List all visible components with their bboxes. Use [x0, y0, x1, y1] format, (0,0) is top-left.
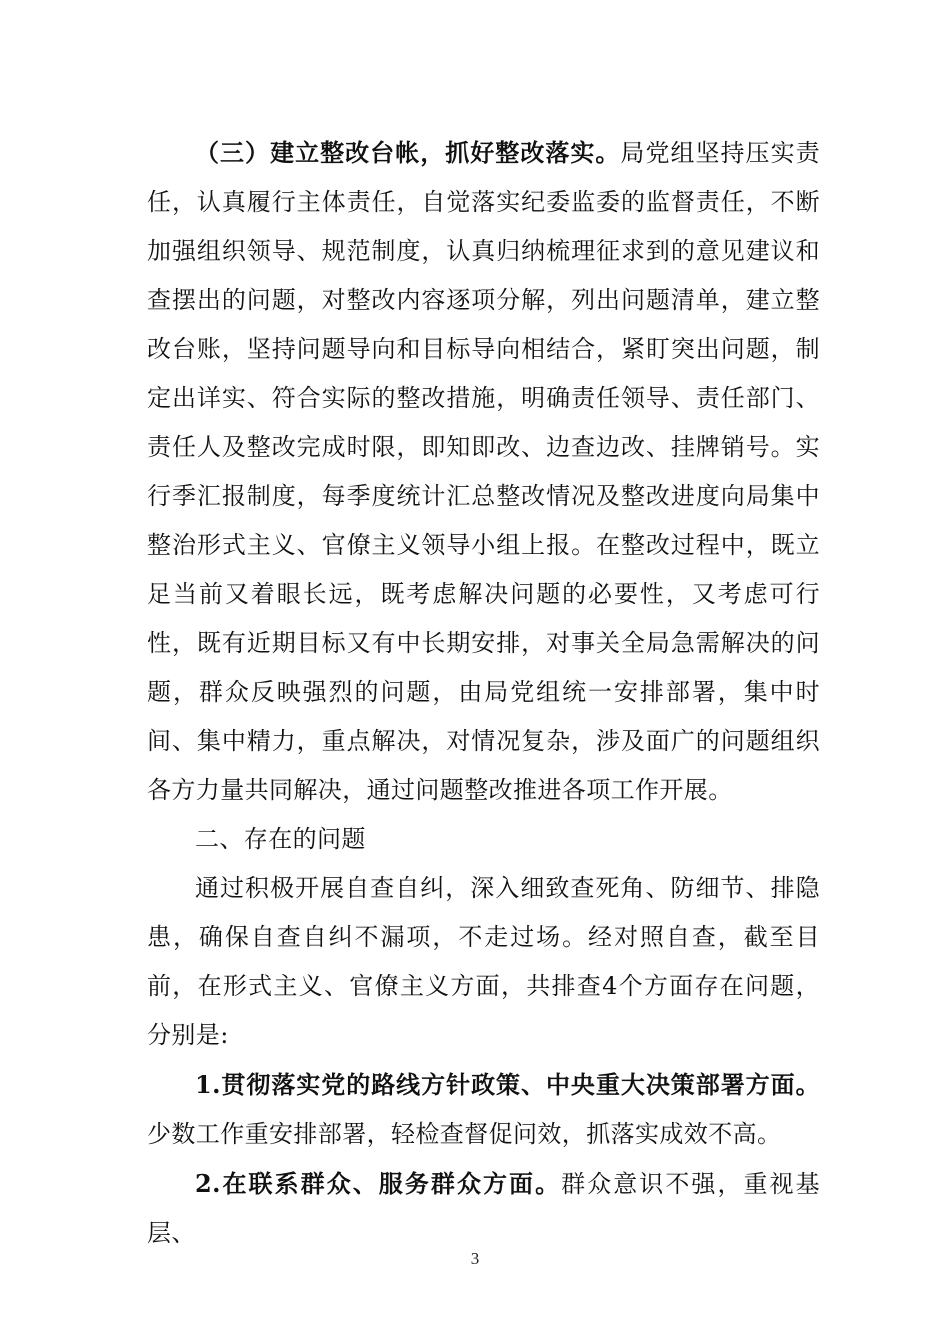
part-2-intro: 通过积极开展自查自纠，深入细致查死角、防细节、排隐患，确保自查自纠不漏项，不走过场。经对照自查，截至目前，在形式主义、官僚主义方面，共排查4个方面存在问题，分别是: [147, 874, 820, 1049]
document-body [147, 128, 820, 1258]
item-2-body: 群众意识不强，重视基层、 [147, 1170, 821, 1247]
page-number: 3 [470, 1249, 480, 1268]
section-3-paragraph [147, 128, 820, 815]
item-2-heading: 2.在联系群众、服务群众方面。 [195, 1169, 562, 1198]
section-3-body: 局党组坚持压实责任，认真履行主体责任，自觉落实纪委监委的监督责任，不断加强组织领导、规范制度，认真归纳梳理征求到的意见建议和查摆出的问题，对整改内容逐项分解，列出问题清单，建立整改台账，坚持问题导向和目标导向相结合，紧盯突出问题，制定出详实、符合实际的整改措施，明确责任领导、责任部门、责任人及整改完成时限，即知即改、边查边改、挂牌销号。实行季汇报制度，每季度统计汇总整改情况及整改进度向局集中整治形式主义、官僚主义领导小组上报。在整改过程中，既立足当前又着眼长远，既考虑解决问题的必要性，又考虑可行性，既有近期目标又有中长期安排，对事关全局急需解决的问题，群众反映强烈的问题，由局党组统一安排部署，集中时间、集中精力，重点解决，对情况复杂，涉及面广的问题组织各方力量共同解决，通过问题整改推进各项工作开展。 [147, 139, 820, 804]
item-2-paragraph [147, 1159, 820, 1258]
part-2-heading: 二、存在的问题 [195, 825, 366, 853]
item-1-paragraph [147, 1060, 820, 1159]
section-3-heading: （三）建立整改台帐，抓好整改落实。 [195, 138, 621, 167]
item-1-heading: 1.贯彻落实党的路线方针政策、中央重大决策部署方面。 [195, 1070, 820, 1099]
item-1-body: 少数工作重安排部署，轻检查督促问效，抓落实成效不高。 [147, 1120, 782, 1148]
